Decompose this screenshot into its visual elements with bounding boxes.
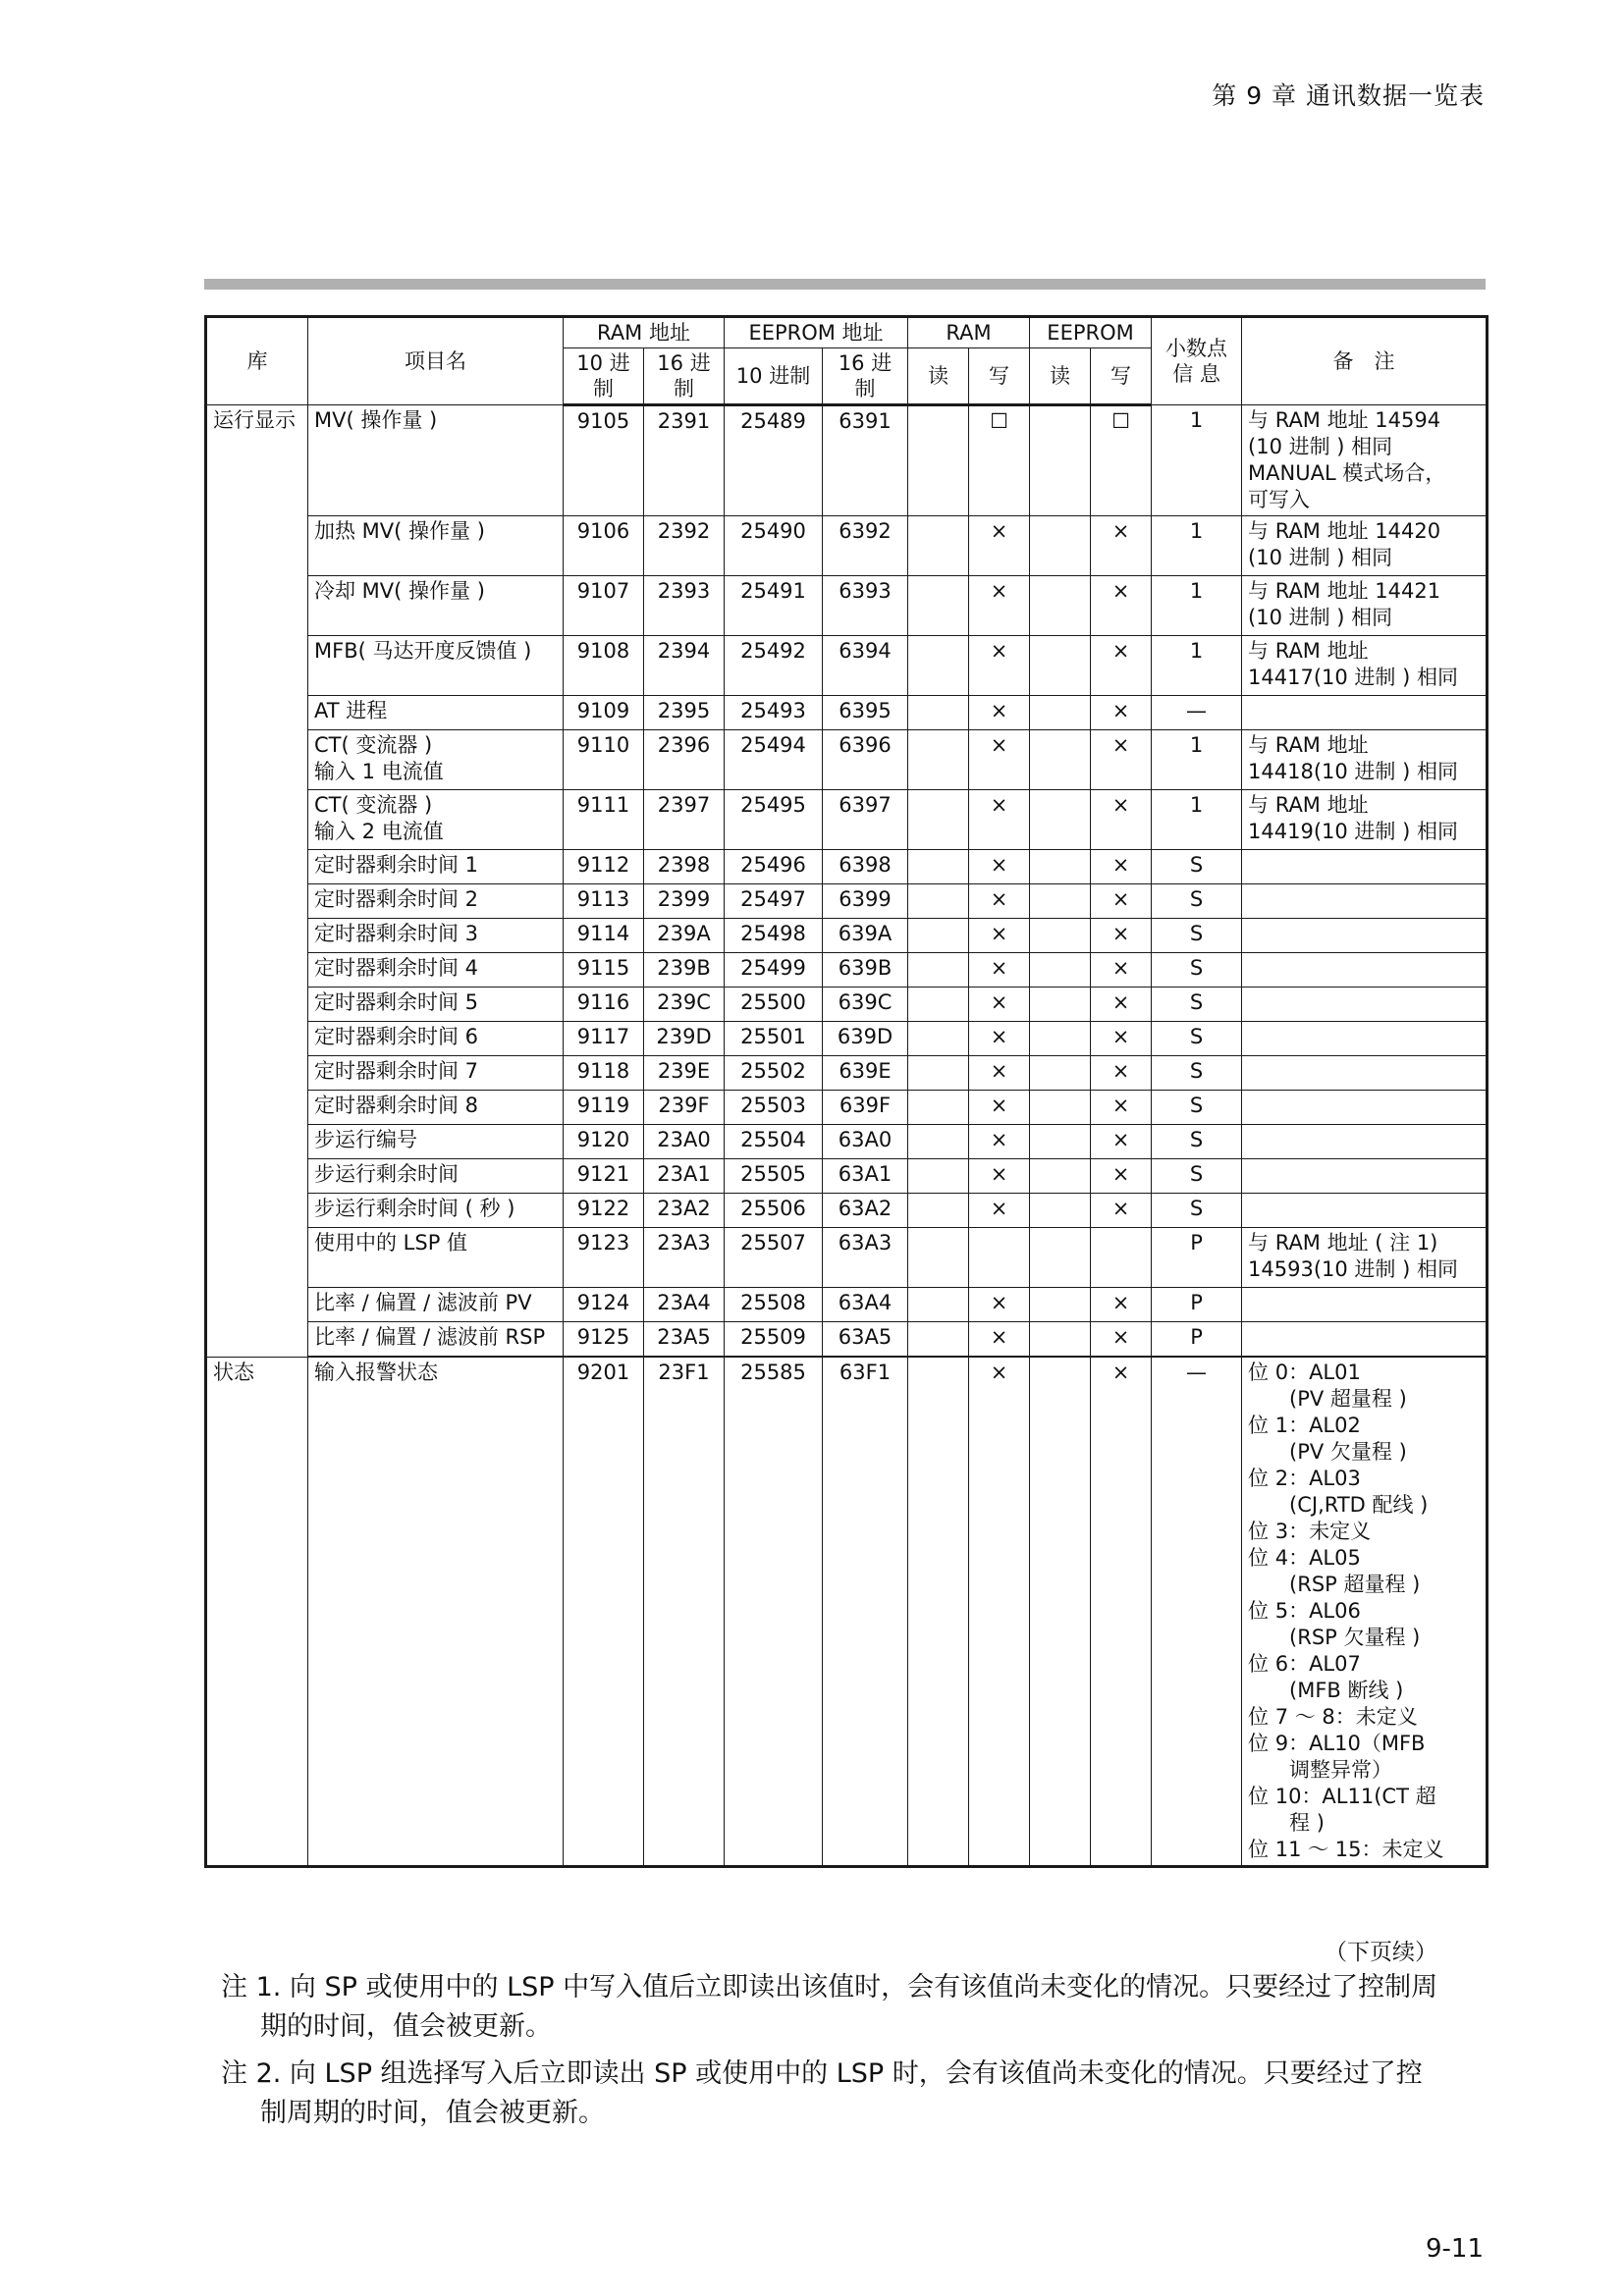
cell-ram10: 9122 [564,1194,644,1228]
item-name-cell: 比率 / 偏置 / 滤波前 PV [308,1288,564,1322]
cell-ram-r [908,1357,969,1867]
cell-ee-w [1091,1228,1152,1288]
cell-ee-r [1030,1022,1091,1056]
cell-ee-w: × [1091,1194,1152,1228]
cell-ee-r [1030,576,1091,636]
cell-ram-w [969,1228,1030,1288]
item-name-cell: 输入报警状态 [308,1357,564,1867]
table-body [206,405,1488,1867]
item-name-cell: 定时器剩余时间 7 [308,1056,564,1091]
cell-ee10: 25491 [725,576,823,636]
cell-ram16: 2394 [644,636,725,696]
cell-ee-w: × [1091,636,1152,696]
cell-ram-w: × [969,1022,1030,1056]
table-row [206,516,1488,576]
cell-ram16: 2391 [644,405,725,516]
cell-ee16: 6391 [823,405,908,516]
col-ram-dec10: 10 进制 [564,348,644,405]
cell-ram16: 23A0 [644,1125,725,1159]
table-row [206,884,1488,919]
cell-ram-r [908,730,969,790]
cell-dec: S [1152,953,1242,988]
cell-ram16: 239E [644,1056,725,1091]
page-number: 9-11 [1425,2234,1484,2264]
cell-ee-r [1030,1288,1091,1322]
cell-ram16: 23F1 [644,1357,725,1867]
cell-ram-w: × [969,1194,1030,1228]
cell-ee-w: × [1091,1022,1152,1056]
cell-ee-r [1030,884,1091,919]
remark-cell [1242,1125,1488,1159]
cell-ee10: 25504 [725,1125,823,1159]
cell-ee16: 6397 [823,790,908,850]
cell-ram-r [908,516,969,576]
cell-ram10: 9123 [564,1228,644,1288]
col-ram-addr: RAM 地址 [564,317,725,348]
col-ram-read: 读 [908,348,969,405]
remark-cell [1242,1056,1488,1091]
cell-ram-r [908,696,969,730]
item-name-cell: 冷却 MV( 操作量 ) [308,576,564,636]
cell-ram-r [908,1228,969,1288]
cell-ram10: 9118 [564,1056,644,1091]
cell-ram16: 23A2 [644,1194,725,1228]
cell-ram-w: × [969,636,1030,696]
cell-ram16: 23A4 [644,1288,725,1322]
cell-ee-r [1030,516,1091,576]
cell-ee16: 63A3 [823,1228,908,1288]
cell-ee16: 6399 [823,884,908,919]
col-ram-write: 写 [969,348,1030,405]
cell-ee-r [1030,988,1091,1022]
cell-ee-w: × [1091,1056,1152,1091]
cell-ram-r [908,1322,969,1358]
cell-ee-w: ☐ [1091,405,1152,516]
cell-dec: 1 [1152,405,1242,516]
cell-ee10: 25494 [725,730,823,790]
cell-ee-w: × [1091,988,1152,1022]
header-row-1 [206,317,1488,348]
cell-dec: 1 [1152,636,1242,696]
col-ee-dec10: 10 进制 [725,348,823,405]
cell-ee10: 25503 [725,1091,823,1125]
cell-ram10: 9110 [564,730,644,790]
cell-dec: — [1152,1357,1242,1867]
cell-dec: S [1152,1091,1242,1125]
remark-cell [1242,1159,1488,1194]
col-ram: RAM [908,317,1030,348]
cell-ram-r [908,1091,969,1125]
cell-ram16: 2397 [644,790,725,850]
footnote-2 [221,2055,1488,2133]
cell-ee-w: × [1091,576,1152,636]
cell-ee-r [1030,953,1091,988]
cell-ram16: 2399 [644,884,725,919]
remark-cell [1242,953,1488,988]
cell-ee10: 25499 [725,953,823,988]
cell-ram10: 9109 [564,696,644,730]
item-name-cell: 定时器剩余时间 3 [308,919,564,953]
cell-ram16: 239A [644,919,725,953]
item-name-cell: 定时器剩余时间 2 [308,884,564,919]
cell-ram-w: × [969,1288,1030,1322]
cell-ee16: 63A2 [823,1194,908,1228]
cell-ram10: 9106 [564,516,644,576]
cell-ee-w: × [1091,730,1152,790]
cell-ram16: 23A3 [644,1228,725,1288]
item-name-cell: MV( 操作量 ) [308,405,564,516]
cell-dec: P [1152,1228,1242,1288]
table-row [206,730,1488,790]
cell-ee-r [1030,1194,1091,1228]
table-row [206,576,1488,636]
cell-ram10: 9119 [564,1091,644,1125]
cell-dec: S [1152,1022,1242,1056]
cell-ee10: 25496 [725,850,823,884]
cell-ram-w: × [969,790,1030,850]
cell-ee-r [1030,1228,1091,1288]
cell-ram-r [908,919,969,953]
remark-cell: 与 RAM 地址 14594 (10 进制 ) 相同 MANUAL 模式场合， 可写入 [1242,405,1488,516]
cell-ram16: 239B [644,953,725,988]
col-ee-read: 读 [1030,348,1091,405]
library-cell: 运行显示 [206,405,308,1358]
table-row [206,405,1488,516]
cell-ee-w: × [1091,696,1152,730]
cell-ee-w: × [1091,790,1152,850]
cell-ram-w: × [969,953,1030,988]
cell-dec: S [1152,988,1242,1022]
cell-ee10: 25490 [725,516,823,576]
cell-ram16: 23A5 [644,1322,725,1358]
col-ee-hex16: 16 进制 [823,348,908,405]
cell-dec: S [1152,850,1242,884]
cell-ee16: 6392 [823,516,908,576]
remark-cell: 与 RAM 地址 14420 (10 进制 ) 相同 [1242,516,1488,576]
cell-ee10: 25506 [725,1194,823,1228]
table-row [206,1322,1488,1358]
cell-ram-r [908,636,969,696]
cell-ee-r [1030,696,1091,730]
remark-cell [1242,1022,1488,1056]
cell-ram10: 9111 [564,790,644,850]
cell-ee10: 25489 [725,405,823,516]
table-row [206,1022,1488,1056]
table-row [206,1091,1488,1125]
cell-ee10: 25497 [725,884,823,919]
remark-cell [1242,696,1488,730]
cell-ram10: 9117 [564,1022,644,1056]
cell-ee-r [1030,1056,1091,1091]
cell-ram10: 9201 [564,1357,644,1867]
cell-ram-r [908,1194,969,1228]
cell-dec: S [1152,1056,1242,1091]
cell-ee10: 25585 [725,1357,823,1867]
cell-ee-r [1030,1357,1091,1867]
col-decimal: 小数点 信 息 [1152,317,1242,405]
cell-ee16: 6393 [823,576,908,636]
comm-data-table [204,315,1489,1868]
cell-ram-w: × [969,1322,1030,1358]
cell-ee16: 6398 [823,850,908,884]
remark-cell [1242,988,1488,1022]
item-name-cell: 定时器剩余时间 4 [308,953,564,988]
footnote-2-line1: 向 LSP 组选择写入后立即读出 SP 或使用中的 LSP 时，会有该值尚未变化的情况。只要经过了控 [281,2058,1423,2089]
cell-ram16: 2395 [644,696,725,730]
cell-ram-w: × [969,919,1030,953]
cell-ram-r [908,884,969,919]
cell-ram16: 239D [644,1022,725,1056]
cell-ee-r [1030,405,1091,516]
cell-ram16: 2392 [644,516,725,576]
cell-ram-w: × [969,1056,1030,1091]
cell-ee16: 63A4 [823,1288,908,1322]
item-name-cell: 定时器剩余时间 8 [308,1091,564,1125]
cell-ram-w: × [969,1159,1030,1194]
table-row [206,790,1488,850]
cell-ram-r [908,1288,969,1322]
item-name-cell: 比率 / 偏置 / 滤波前 RSP [308,1322,564,1358]
remark-cell [1242,1091,1488,1125]
cell-dec: 1 [1152,790,1242,850]
library-cell: 状态 [206,1357,308,1867]
cell-ee-r [1030,1159,1091,1194]
cell-dec: S [1152,1159,1242,1194]
col-remark: 备 注 [1242,317,1488,405]
cell-ee-r [1030,636,1091,696]
cell-ram10: 9115 [564,953,644,988]
cell-dec: S [1152,884,1242,919]
cell-ram16: 239C [644,988,725,1022]
cell-dec: S [1152,1194,1242,1228]
table-row [206,850,1488,884]
item-name-cell: MFB( 马达开度反馈值 ) [308,636,564,696]
cell-ram10: 9112 [564,850,644,884]
remark-cell: 与 RAM 地址 14417(10 进制 ) 相同 [1242,636,1488,696]
cell-ram-r [908,850,969,884]
cell-ram-w: × [969,730,1030,790]
cell-ee16: 639F [823,1091,908,1125]
col-ram-hex16: 16 进制 [644,348,725,405]
item-name-cell: AT 进程 [308,696,564,730]
col-eeprom: EEPROM [1030,317,1152,348]
cell-ee16: 639E [823,1056,908,1091]
cell-dec: P [1152,1322,1242,1358]
cell-dec: 1 [1152,576,1242,636]
cell-ram-r [908,790,969,850]
cell-ee16: 6394 [823,636,908,696]
cell-ram16: 2398 [644,850,725,884]
cell-ram-r [908,988,969,1022]
table-row [206,919,1488,953]
cell-ram-r [908,1056,969,1091]
cell-ee16: 63A1 [823,1159,908,1194]
table-row [206,953,1488,988]
item-name-cell: 步运行编号 [308,1125,564,1159]
item-name-cell: 定时器剩余时间 1 [308,850,564,884]
remark-cell: 位 0：AL01 (PV 超量程 ) 位 1：AL02 (PV 欠量程 ) 位 2：AL03 (CJ,RTD 配线 ) 位 3：未定义 位 4：AL05 (RSP 超量程 ) 位 5：AL06 (RSP 欠量程 ) 位 6：AL07 (MFB 断线 ) 位 7 ～ 8：未定义 位 9：AL10（MFB 调整异常） 位 10：AL11(CT 超 程 ) 位 11 ～ 15：未定义 [1242,1357,1488,1867]
item-name-cell: 定时器剩余时间 5 [308,988,564,1022]
cell-ram-r [908,1125,969,1159]
cell-ee10: 25507 [725,1228,823,1288]
table-row [206,1357,1488,1867]
cell-ee16: 6396 [823,730,908,790]
remark-cell: 与 RAM 地址 14419(10 进制 ) 相同 [1242,790,1488,850]
table-row [206,1159,1488,1194]
cell-ee16: 639D [823,1022,908,1056]
item-name-cell: 加热 MV( 操作量 ) [308,516,564,576]
col-item: 项目名 [308,317,564,405]
cell-ram16: 239F [644,1091,725,1125]
cell-ee10: 25495 [725,790,823,850]
cell-ee-w: × [1091,1159,1152,1194]
cell-ram10: 9105 [564,405,644,516]
cell-ee16: 639B [823,953,908,988]
cell-ee10: 25493 [725,696,823,730]
footnote-2-line2: 制周期的时间，值会被更新。 [260,2098,605,2128]
cell-ram-r [908,405,969,516]
remark-cell [1242,1322,1488,1358]
table-row [206,988,1488,1022]
cell-ee-r [1030,790,1091,850]
cell-ram10: 9125 [564,1322,644,1358]
cell-ram-w: × [969,576,1030,636]
cell-ram16: 23A1 [644,1159,725,1194]
cell-ram-w: × [969,1125,1030,1159]
cell-ram-w: × [969,696,1030,730]
footnotes [221,1968,1488,2141]
cell-ee10: 25501 [725,1022,823,1056]
cell-ee16: 63F1 [823,1357,908,1867]
cell-ee-w: × [1091,884,1152,919]
footnote-2-label: 注 2. [221,2058,282,2089]
cell-ram-w: × [969,1357,1030,1867]
cell-ee-w: × [1091,1091,1152,1125]
cell-ram10: 9108 [564,636,644,696]
remark-cell [1242,1194,1488,1228]
cell-ee-w: × [1091,953,1152,988]
col-lib: 库 [206,317,308,405]
footnote-1 [221,1968,1488,2047]
cell-ram16: 2393 [644,576,725,636]
cell-ram-r [908,1022,969,1056]
header-rule [204,279,1486,290]
cell-ee-w: × [1091,1322,1152,1358]
cell-ee10: 25502 [725,1056,823,1091]
col-eeprom-addr: EEPROM 地址 [725,317,908,348]
cell-ram10: 9114 [564,919,644,953]
cell-ee-r [1030,1322,1091,1358]
cell-ram-w: × [969,516,1030,576]
cell-dec: P [1152,1288,1242,1322]
item-name-cell: 步运行剩余时间 [308,1159,564,1194]
cell-ram-w: × [969,850,1030,884]
cell-ram10: 9107 [564,576,644,636]
cell-ee10: 25508 [725,1288,823,1322]
cell-dec: — [1152,696,1242,730]
remark-cell: 与 RAM 地址 14418(10 进制 ) 相同 [1242,730,1488,790]
item-name-cell: CT( 变流器 ) 输入 2 电流值 [308,790,564,850]
table-row [206,1228,1488,1288]
cell-ee-r [1030,850,1091,884]
cell-ee-w: × [1091,1357,1152,1867]
item-name-cell: 步运行剩余时间 ( 秒 ) [308,1194,564,1228]
table-row [206,696,1488,730]
cell-dec: 1 [1152,516,1242,576]
cell-ee16: 639C [823,988,908,1022]
remark-cell: 与 RAM 地址 ( 注 1) 14593(10 进制 ) 相同 [1242,1228,1488,1288]
table-row [206,1056,1488,1091]
footnote-1-label: 注 1. [221,1972,282,2002]
footnote-1-line1: 向 SP 或使用中的 LSP 中写入值后立即读出该值时，会有该值尚未变化的情况。只要经过了控制周 [281,1972,1438,2002]
cell-ram10: 9116 [564,988,644,1022]
cell-ee-r [1030,1125,1091,1159]
cell-ee10: 25500 [725,988,823,1022]
cell-dec: 1 [1152,730,1242,790]
cell-ee10: 25505 [725,1159,823,1194]
cell-ram-w: × [969,884,1030,919]
item-name-cell: 使用中的 LSP 值 [308,1228,564,1288]
cell-ee16: 6395 [823,696,908,730]
cell-ram10: 9124 [564,1288,644,1322]
table-row [206,1288,1488,1322]
cell-ram10: 9121 [564,1159,644,1194]
footnote-1-line2: 期的时间，值会被更新。 [260,2011,552,2042]
cell-ee-w: × [1091,1125,1152,1159]
item-name-cell: CT( 变流器 ) 输入 1 电流值 [308,730,564,790]
cell-ee-r [1030,919,1091,953]
cell-ram10: 9113 [564,884,644,919]
cell-ee-w: × [1091,516,1152,576]
table-row [206,636,1488,696]
cell-ram-r [908,1159,969,1194]
cell-ee16: 63A0 [823,1125,908,1159]
remark-cell: 与 RAM 地址 14421 (10 进制 ) 相同 [1242,576,1488,636]
cell-ram-w: × [969,1091,1030,1125]
cell-ee-w: × [1091,919,1152,953]
cell-ram-r [908,953,969,988]
table-row [206,1125,1488,1159]
cell-ee10: 25509 [725,1322,823,1358]
remark-cell [1242,1288,1488,1322]
cell-ee-w: × [1091,1288,1152,1322]
cell-ee-r [1030,1091,1091,1125]
col-ee-write: 写 [1091,348,1152,405]
table-row [206,1194,1488,1228]
cell-ram16: 2396 [644,730,725,790]
cell-dec: S [1152,919,1242,953]
cell-ee-r [1030,730,1091,790]
cell-ee-w: × [1091,850,1152,884]
remark-cell [1242,850,1488,884]
cell-ram-w: × [969,988,1030,1022]
cell-ram10: 9120 [564,1125,644,1159]
continued-label: （下页续） [1325,1940,1437,1965]
cell-dec: S [1152,1125,1242,1159]
remark-cell [1242,919,1488,953]
cell-ee10: 25498 [725,919,823,953]
chapter-header: 第 9 章 通讯数据一览表 [1212,81,1485,110]
cell-ee16: 63A5 [823,1322,908,1358]
cell-ram-w: ☐ [969,405,1030,516]
cell-ram-r [908,576,969,636]
cell-ee10: 25492 [725,636,823,696]
cell-ee16: 639A [823,919,908,953]
item-name-cell: 定时器剩余时间 6 [308,1022,564,1056]
remark-cell [1242,884,1488,919]
